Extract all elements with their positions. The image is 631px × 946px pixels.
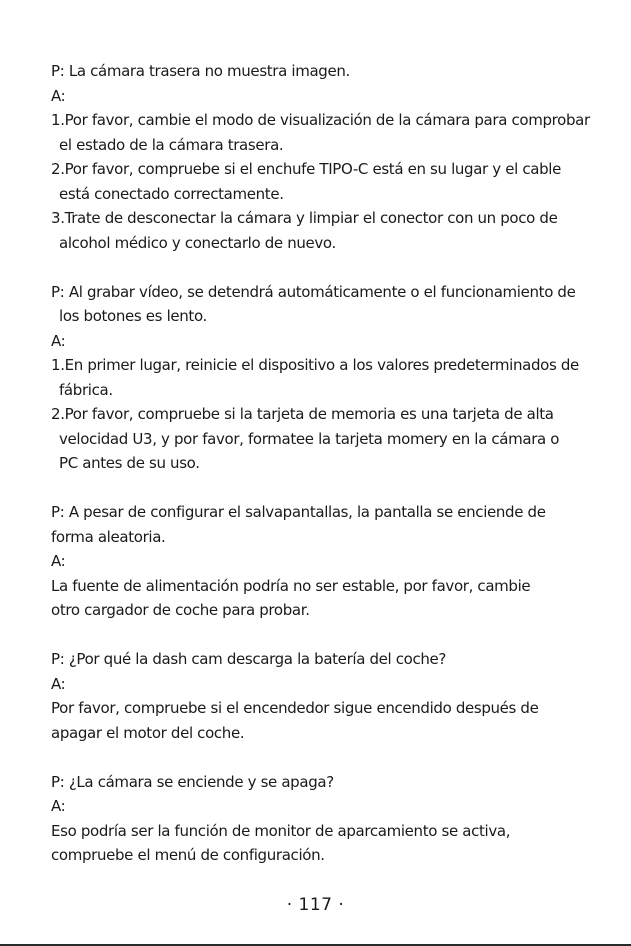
- answer-text: 2.Por favor, compruebe si el enchufe TIPO-C está en su lugar y el cable: [51, 160, 561, 178]
- answer-text: Por favor, compruebe si el encendedor sigue encendido después de: [51, 699, 539, 717]
- answer-text: 2.Por favor, compruebe si la tarjeta de memoria es una tarjeta de alta: [51, 405, 554, 423]
- question-text: los botones es lento.: [59, 307, 207, 325]
- faq-entry-power-cycling: [51, 770, 611, 868]
- answer-text: fábrica.: [59, 380, 113, 399]
- question-text: P: ¿Por qué la dash cam descarga la batería del coche?: [51, 650, 447, 668]
- answer-text: el estado de la cámara trasera.: [59, 135, 284, 154]
- question-text: P: La cámara trasera no muestra imagen.: [51, 62, 350, 80]
- answer-text: Eso podría ser la función de monitor de aparcamiento se activa,: [51, 821, 511, 840]
- answer-text: 1.Por favor, cambie el modo de visualización de la cámara para comprobar: [51, 111, 590, 129]
- answer-label: A:: [51, 86, 66, 105]
- answer-text: apagar el motor del coche.: [51, 723, 245, 742]
- question-text: P: ¿La cámara se enciende y se apaga?: [51, 772, 334, 791]
- question-text: forma aleatoria.: [51, 527, 166, 546]
- answer-label: A:: [51, 552, 66, 570]
- answer-text: alcohol médico y conectarlo de nuevo.: [59, 233, 336, 252]
- page-number: · 117 ·: [286, 895, 345, 915]
- answer-label: A:: [51, 674, 66, 693]
- question-text: P: A pesar de configurar el salvapantallas, la pantalla se enciende de: [51, 503, 546, 521]
- answer-text: está conectado correctamente.: [59, 184, 284, 203]
- answer-text: 1.En primer lugar, reinicie el dispositivo a los valores predeterminados de: [51, 356, 579, 374]
- answer-text: La fuente de alimentación podría no ser estable, por favor, cambie: [51, 576, 531, 595]
- answer-text: PC antes de su uso.: [59, 454, 200, 472]
- faq-entry-screensaver: [51, 500, 611, 623]
- answer-text: velocidad U3, y por favor, formatee la tarjeta momery en la cámara o: [59, 429, 560, 448]
- answer-label: A:: [51, 331, 66, 350]
- question-text: P: Al grabar vídeo, se detendrá automáticamente o el funcionamiento de: [51, 282, 576, 301]
- answer-text: otro cargador de coche para probar.: [51, 601, 310, 619]
- faq-entry-battery-drain: [51, 647, 611, 745]
- faq-entry-rear-camera: [51, 59, 611, 255]
- faq-entry-recording-stops: [51, 280, 611, 476]
- answer-label: A:: [51, 797, 66, 815]
- faq-content: [51, 59, 611, 892]
- answer-text: 3.Trate de desconectar la cámara y limpiar el conector con un poco de: [51, 209, 558, 227]
- answer-text: compruebe el menú de configuración.: [51, 846, 325, 864]
